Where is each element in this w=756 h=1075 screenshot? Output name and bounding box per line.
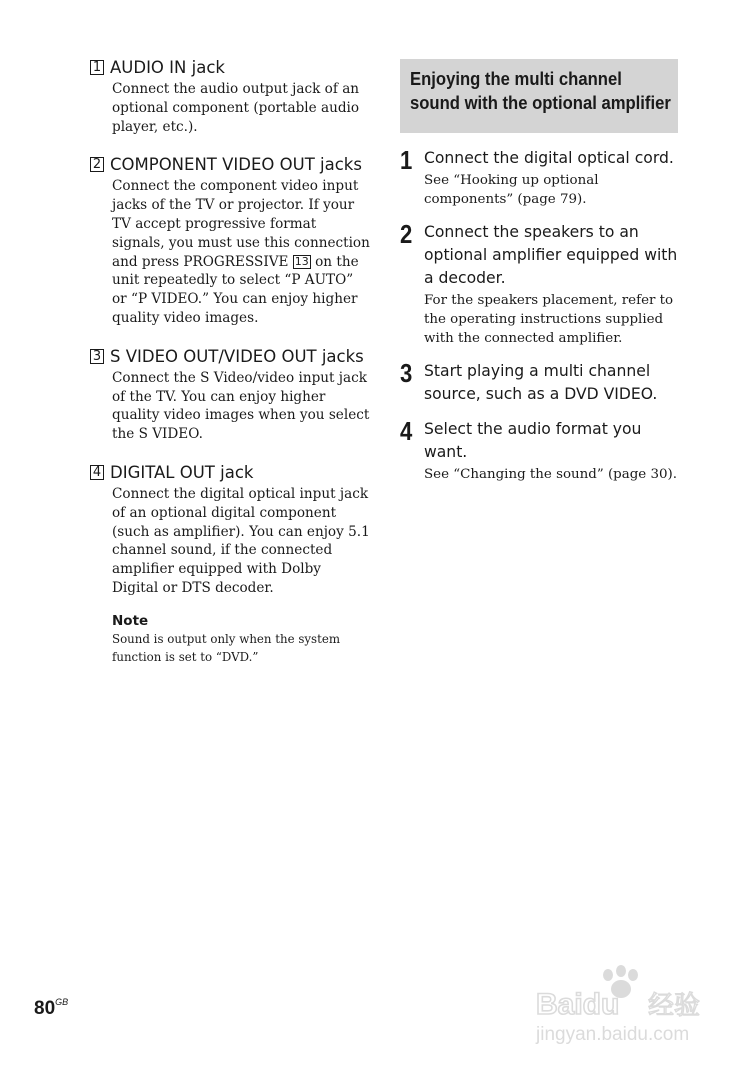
step-item	[400, 221, 678, 348]
step-description: See “Changing the sound” (page 30).	[424, 467, 678, 482]
step-description: For the speakers placement, refer to the operating instructions supplied with the connected amplifier.	[424, 293, 674, 346]
item-description	[112, 177, 370, 327]
step-content	[424, 418, 678, 484]
item-digital-out-jack	[90, 462, 370, 598]
item-description-part: on the unit repeatedly to select “P AUTO” or “P VIDEO.” You can enjoy higher quality video images.	[112, 253, 359, 326]
step-number: 4	[400, 416, 413, 446]
step-content	[424, 360, 678, 406]
item-title: DIGITAL OUT jack	[110, 462, 254, 482]
step-item	[400, 418, 678, 484]
item-number-box: 2	[90, 157, 104, 172]
note	[112, 612, 370, 667]
item-title: COMPONENT VIDEO OUT jacks	[110, 155, 362, 175]
section-heading-box	[400, 59, 678, 133]
step-item	[400, 360, 678, 406]
watermark-brand: Baidu	[536, 988, 620, 1021]
section-heading: Enjoying the multi channel sound with the optional amplifier	[410, 68, 671, 113]
item-number-box: 3	[90, 349, 104, 364]
item-description: Connect the digital optical input jack of an optional digital component (such as amplifier). You can enjoy 5.1 channel sound, if the connected amplifier equipped with Dolby Digital or DTS decoder.	[112, 485, 370, 596]
item-number-box: 1	[90, 60, 104, 75]
item-heading	[90, 346, 370, 367]
step-content	[424, 147, 678, 209]
step-title: Start playing a multi channel source, such as a DVD VIDEO.	[424, 362, 658, 403]
left-column	[90, 57, 370, 667]
item-title: S VIDEO OUT/VIDEO OUT jacks	[110, 346, 364, 366]
item-number-box: 4	[90, 465, 104, 480]
note-body: Sound is output only when the system function is set to “DVD.”	[112, 631, 341, 665]
step-title: Connect the digital optical cord.	[424, 149, 674, 167]
item-s-video-out-jacks	[90, 346, 370, 444]
step-content	[424, 221, 678, 348]
step-number: 2	[400, 219, 413, 249]
page-number-suffix: GB	[55, 997, 69, 1007]
item-description: Connect the audio output jack of an optional component (portable audio player, etc.).	[112, 81, 360, 135]
page-number-value: 80	[34, 998, 56, 1019]
note-title: Note	[112, 612, 149, 629]
page-number	[34, 990, 68, 1021]
baidu-watermark	[532, 962, 722, 1052]
item-heading	[90, 462, 370, 483]
right-column	[400, 59, 678, 496]
step-number: 3	[400, 358, 413, 388]
reference-number-box: 13	[294, 254, 309, 268]
item-title: AUDIO IN jack	[110, 58, 225, 77]
watermark-url: jingyan.baidu.com	[536, 1024, 690, 1045]
step-number: 1	[400, 145, 413, 175]
item-description-part: Connect the component video input jacks of the TV or projector. If your TV accept progressive format signals, you must use this connection and press PROGRESSIVE	[112, 178, 370, 270]
watermark-brand-cn: 经验	[648, 991, 701, 1021]
step-item	[400, 147, 678, 209]
step-title: Select the audio format you want.	[424, 420, 642, 461]
item-component-video-out-jacks	[90, 154, 370, 327]
step-title: Connect the speakers to an optional amplifier equipped with a decoder.	[424, 223, 678, 287]
item-heading	[90, 154, 370, 175]
item-audio-in-jack	[90, 57, 370, 136]
item-description: Connect the S Video/video input jack of the TV. You can enjoy higher quality video images when you select the S VIDEO.	[112, 369, 370, 443]
step-description: See “Hooking up optional components” (page 79).	[424, 173, 599, 207]
item-heading	[90, 57, 370, 78]
